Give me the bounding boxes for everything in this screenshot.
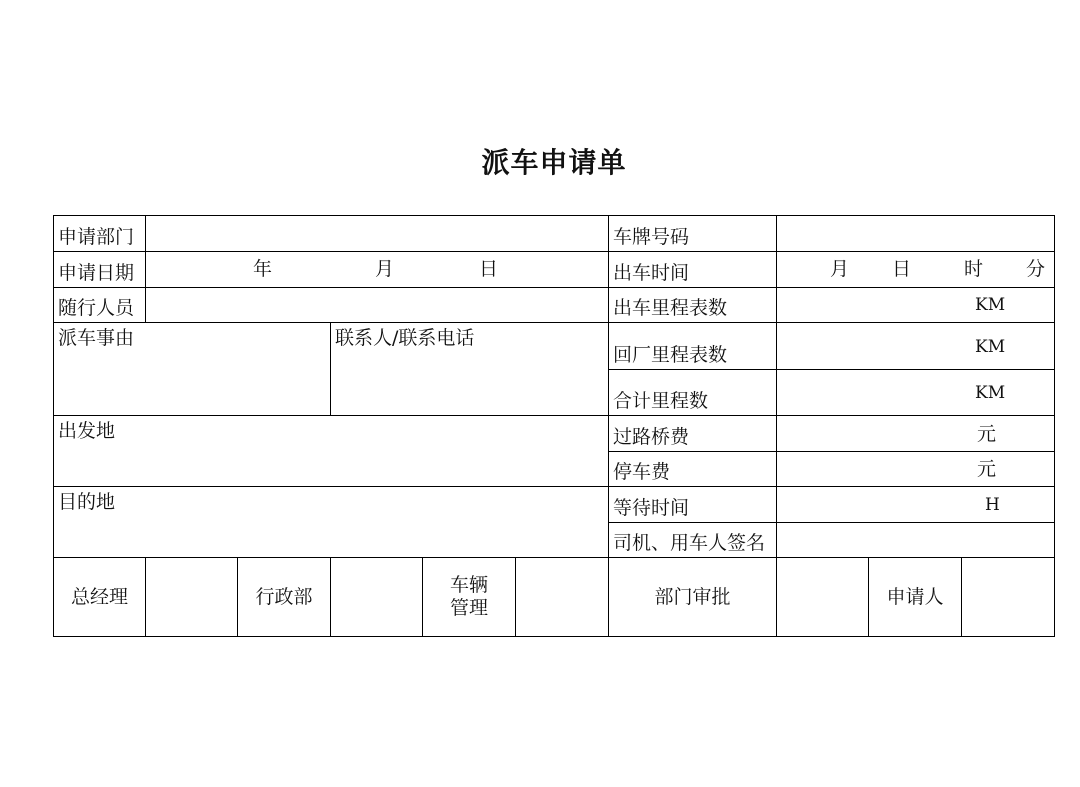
unit-hour: H [985, 495, 1000, 515]
field-dept[interactable] [145, 215, 609, 252]
field-contact[interactable] [330, 322, 609, 416]
field-total-mileage[interactable] [776, 369, 1055, 416]
field-applicant-sign[interactable] [961, 557, 1055, 637]
field-vehicle-mgmt-sign[interactable] [515, 557, 609, 637]
label-apply-date: 申请日期 [53, 251, 146, 288]
date-month: 月 [375, 258, 395, 280]
unit-yuan-parking: 元 [977, 458, 997, 480]
time-day: 日 [892, 258, 912, 280]
date-day: 日 [479, 258, 499, 280]
label-parking: 停车费 [608, 451, 777, 487]
field-gm-sign[interactable] [145, 557, 238, 637]
time-minute: 分 [1026, 258, 1046, 280]
time-month: 月 [830, 258, 850, 280]
field-companions[interactable] [145, 287, 609, 323]
field-dept-approval-sign[interactable] [776, 557, 869, 637]
field-admin-sign[interactable] [330, 557, 423, 637]
label-companions: 随行人员 [53, 287, 146, 323]
date-year: 年 [253, 258, 273, 280]
label-depart-time: 出车时间 [608, 251, 777, 288]
label-dept: 申请部门 [53, 215, 146, 252]
field-out-mileage[interactable] [776, 287, 1055, 323]
label-dept-approval: 部门审批 [608, 557, 777, 637]
label-plate: 车牌号码 [608, 215, 777, 252]
label-origin: 出发地 [58, 420, 116, 442]
field-destination[interactable] [53, 486, 609, 558]
field-origin[interactable] [53, 415, 609, 487]
field-toll[interactable] [776, 415, 1055, 452]
label-applicant: 申请人 [868, 557, 962, 637]
field-parking[interactable] [776, 451, 1055, 487]
label-out-mileage: 出车里程表数 [608, 287, 777, 323]
time-hour: 时 [964, 258, 984, 280]
label-contact: 联系人/联系电话 [335, 327, 475, 349]
label-vehicle-mgmt: 车辆 管理 [422, 557, 516, 637]
label-reason: 派车事由 [58, 327, 135, 349]
field-wait-time[interactable] [776, 486, 1055, 523]
unit-km-total: KM [975, 383, 1006, 403]
field-plate[interactable] [776, 215, 1055, 252]
label-admin: 行政部 [237, 557, 331, 637]
label-gm: 总经理 [53, 557, 146, 637]
unit-km-return: KM [975, 337, 1006, 357]
label-total-mileage: 合计里程数 [608, 369, 777, 416]
label-wait-time: 等待时间 [608, 486, 777, 523]
label-destination: 目的地 [58, 491, 116, 513]
label-signature: 司机、用车人签名 [608, 522, 777, 558]
label-toll: 过路桥费 [608, 415, 777, 452]
form-title: 派车申请单 [481, 146, 627, 179]
field-signature[interactable] [776, 522, 1055, 558]
field-reason[interactable] [53, 322, 331, 416]
unit-yuan-toll: 元 [977, 423, 997, 445]
field-apply-date[interactable] [145, 251, 609, 288]
field-return-mileage[interactable] [776, 322, 1055, 370]
unit-km-out: KM [975, 295, 1006, 315]
field-depart-time[interactable] [776, 251, 1055, 288]
label-return-mileage: 回厂里程表数 [608, 322, 777, 370]
